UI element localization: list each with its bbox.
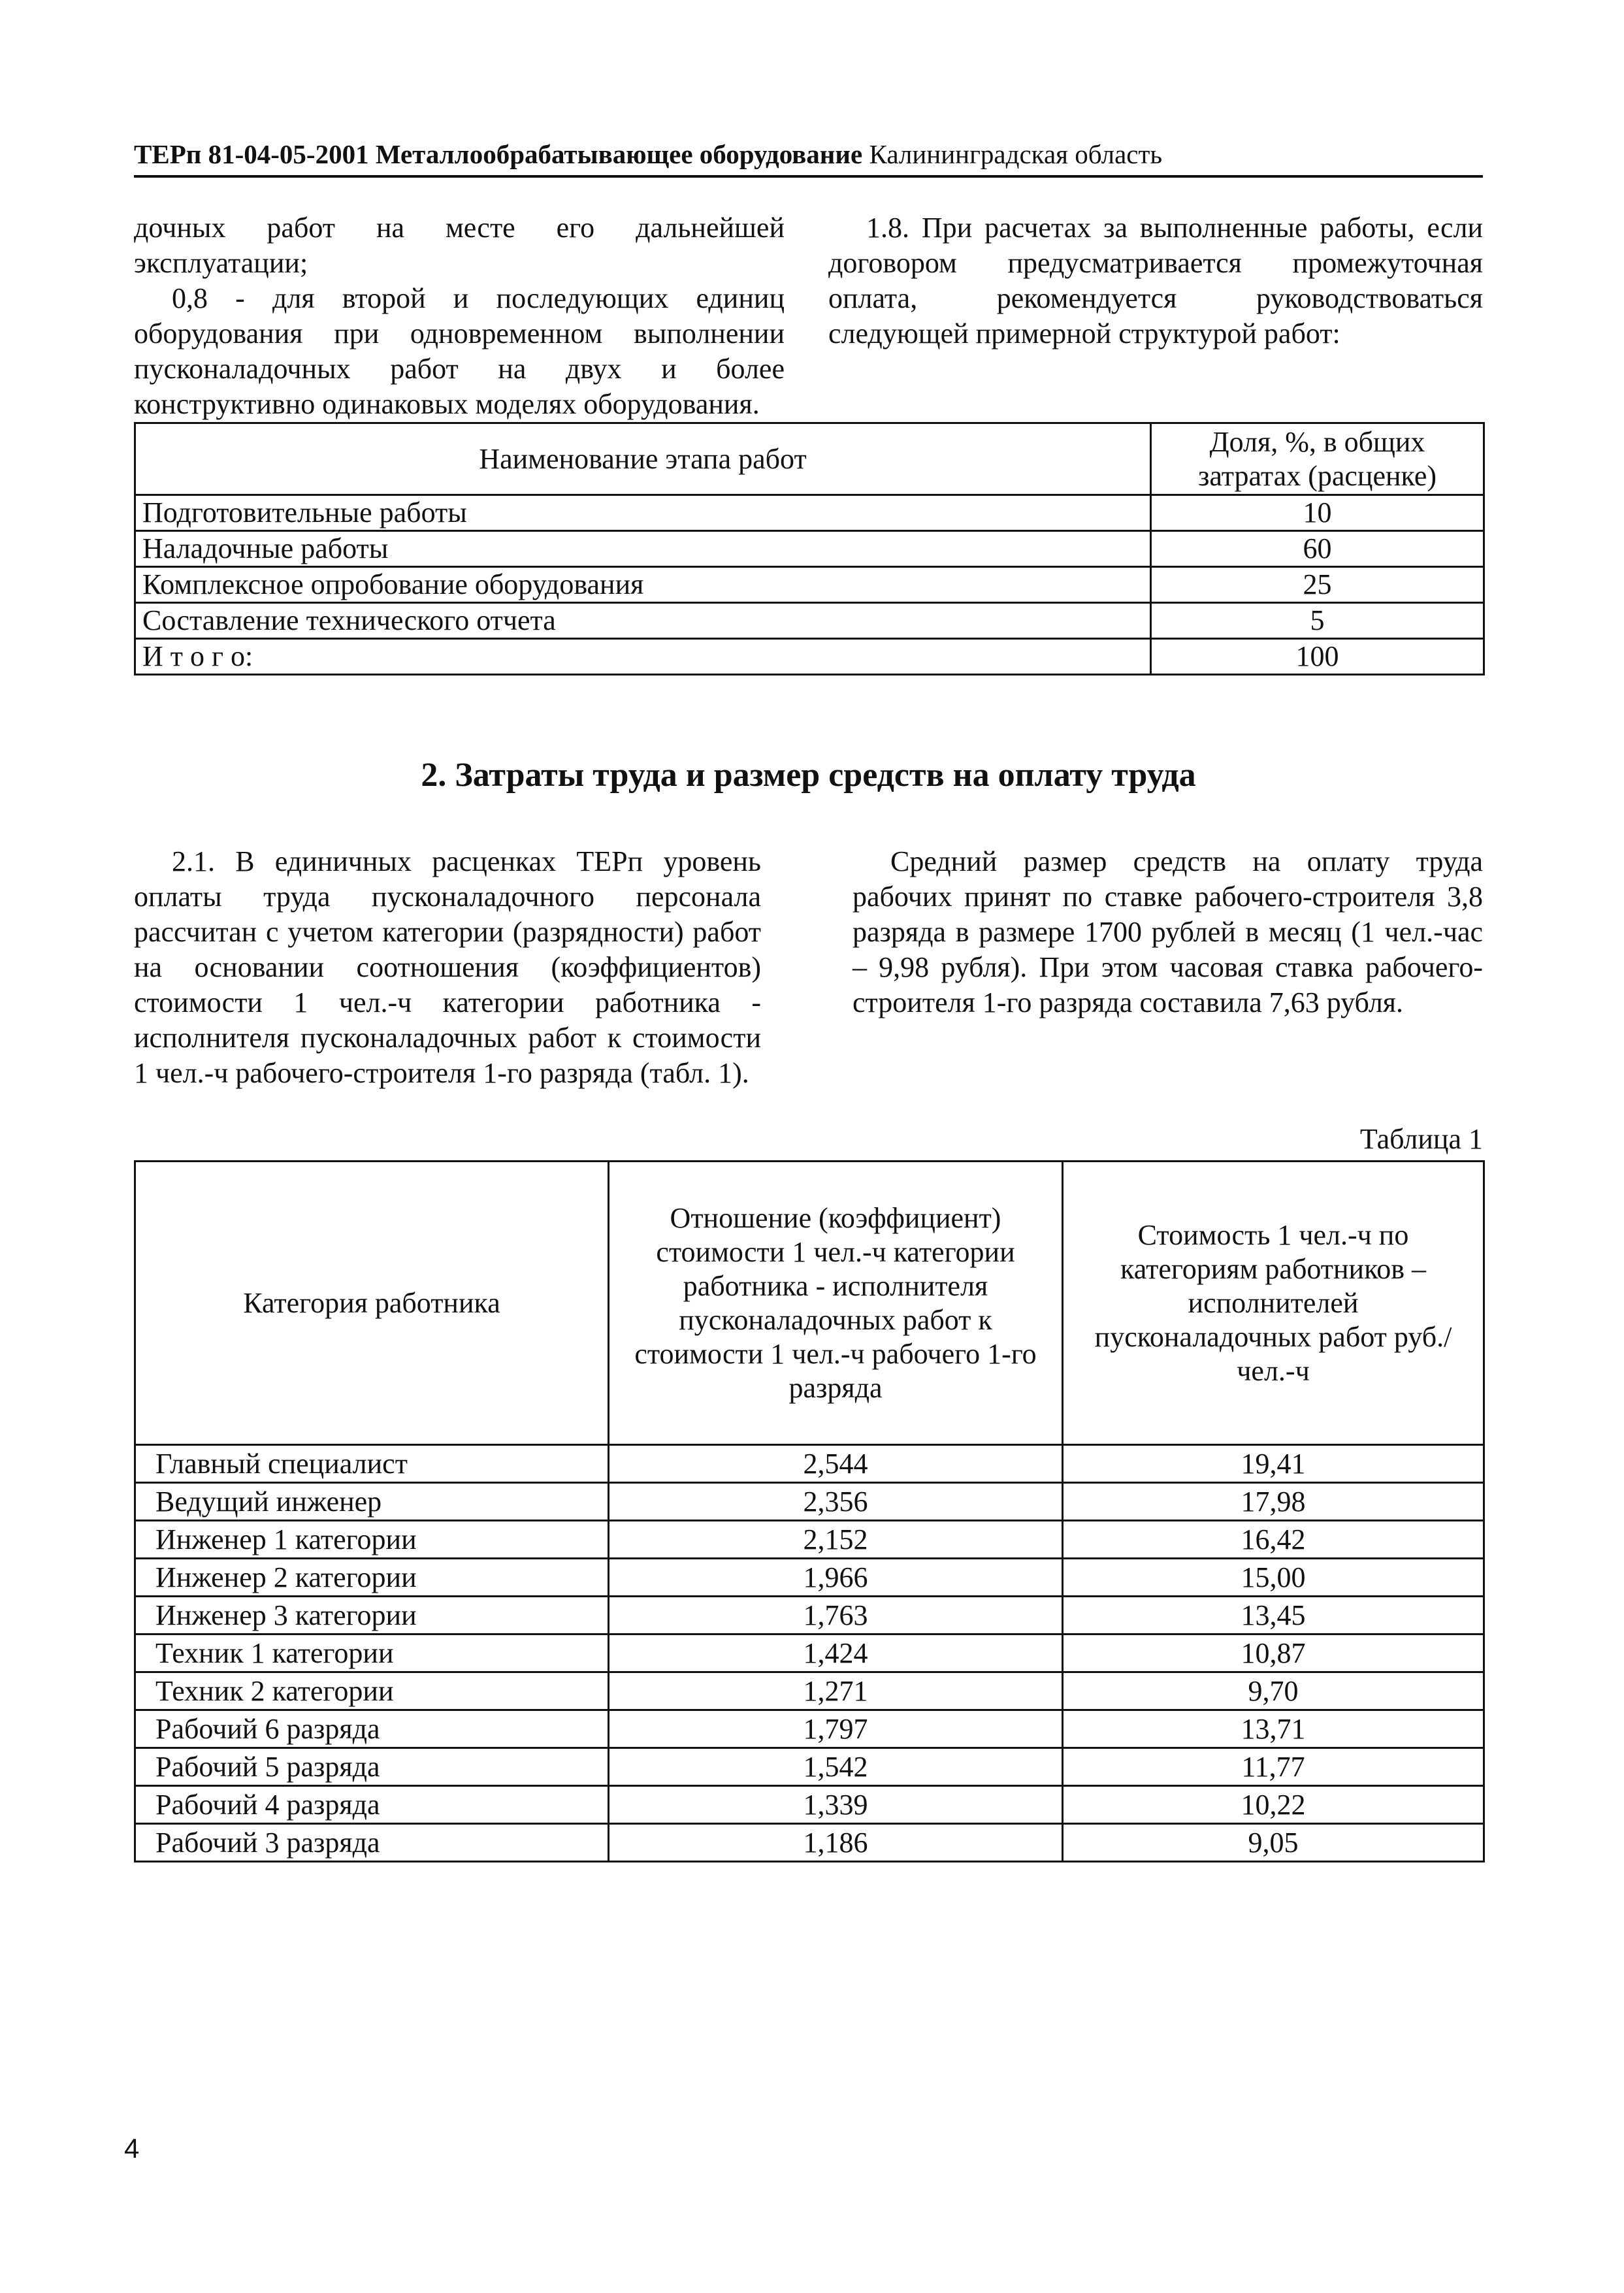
stages-header-share: Доля, %, в общих затратах (расценке) (1151, 423, 1484, 495)
worker-category: Рабочий 5 разряда (135, 1748, 609, 1786)
section-title: 2. Затраты труда и размер средств на оплату труда (421, 756, 1196, 794)
worker-cost: 16,42 (1063, 1521, 1484, 1559)
stage-total-share: 100 (1151, 639, 1484, 675)
worker-cost: 9,70 (1063, 1672, 1484, 1710)
section2-left-column (134, 844, 761, 1091)
worker-ratio: 1,797 (609, 1710, 1063, 1748)
table-row (135, 531, 1484, 567)
header-code: ТЕРп 81-04-05-2001 (134, 139, 369, 169)
worker-cost: 10,87 (1063, 1634, 1484, 1672)
worker-ratio: 1,271 (609, 1672, 1063, 1710)
stage-name: Комплексное опробование оборудования (135, 567, 1151, 603)
worker-category: Ведущий инженер (135, 1483, 609, 1521)
worker-category: Рабочий 4 разряда (135, 1786, 609, 1824)
worker-category: Рабочий 6 разряда (135, 1710, 609, 1748)
table-row (135, 1748, 1484, 1786)
worker-category: Техник 2 категории (135, 1672, 609, 1710)
header-region: Калининградская область (869, 139, 1163, 169)
table1-header-cost: Стоимость 1 чел.-ч по категориям работников – исполнителей пусконаладочных работ руб./чел.-ч (1063, 1162, 1484, 1445)
worker-category: Инженер 3 категории (135, 1597, 609, 1634)
stage-total-label: И т о г о: (135, 639, 1151, 675)
section2-right-paragraph: Средний размер средств на оплату труда рабочих принят по ставке рабочего-строителя 3,8 разряда в размере 1700 рублей в месяц (1 чел.-час – 9,98 рубля). При этом часовая ставка рабочего-строителя 1-го разряда составила 7,63 рубля. (853, 845, 1483, 1018)
worker-ratio: 2,544 (609, 1445, 1063, 1483)
table-row (135, 495, 1484, 531)
section2-left-paragraph: 2.1. В единичных расценках ТЕРп уровень оплаты труда пусконаладочного персонала рассчитан с учетом категории (разрядности) работ на основании соотношения (коэффициентов) стоимости 1 чел.-ч категории работника - исполнителя пусконаладочных работ к стоимости 1 чел.-ч рабочего-строителя 1-го разряда (табл. 1). (134, 845, 761, 1089)
table-row (135, 1559, 1484, 1597)
header-subject: Металлообрабатывающее оборудование (375, 139, 863, 169)
stages-table (134, 422, 1485, 675)
top-left-paragraph-1: дочных работ на месте его дальнейшей эксплуатации; (134, 212, 785, 279)
table-row (135, 567, 1484, 603)
worker-cost: 10,22 (1063, 1786, 1484, 1824)
worker-ratio: 1,763 (609, 1597, 1063, 1634)
stage-share: 5 (1151, 603, 1484, 639)
stage-name: Наладочные работы (135, 531, 1151, 567)
worker-cost: 9,05 (1063, 1824, 1484, 1862)
table1-header-ratio: Отношение (коэффициент) стоимости 1 чел.-ч категории работника - исполнителя пусконаладочных работ к стоимости 1 чел.-ч рабочего 1-го разряда (609, 1162, 1063, 1445)
stage-name: Подготовительные работы (135, 495, 1151, 531)
table-row (135, 603, 1484, 639)
worker-ratio: 2,152 (609, 1521, 1063, 1559)
top-right-paragraph-1: 1.8. При расчетах за выполненные работы, если договором предусматривается промежуточная оплата, рекомендуется руководствоваться следующей примерной структурой работ: (828, 212, 1483, 350)
running-header (134, 136, 1483, 172)
table-row (135, 1445, 1484, 1483)
worker-ratio: 1,966 (609, 1559, 1063, 1597)
top-right-column (828, 210, 1483, 351)
header-rule (134, 175, 1483, 178)
table1-header (135, 1162, 1484, 1445)
table-1 (134, 1160, 1485, 1862)
table-row (135, 639, 1484, 675)
worker-ratio: 2,356 (609, 1483, 1063, 1521)
table-row (135, 1521, 1484, 1559)
worker-cost: 13,71 (1063, 1710, 1484, 1748)
table-row (135, 1634, 1484, 1672)
table-row (135, 1710, 1484, 1748)
worker-category: Рабочий 3 разряда (135, 1824, 609, 1862)
worker-category: Главный специалист (135, 1445, 609, 1483)
table-row (135, 1786, 1484, 1824)
table-row (135, 1824, 1484, 1862)
page-number: 4 (124, 2133, 140, 2164)
stage-name: Составление технического отчета (135, 603, 1151, 639)
worker-cost: 15,00 (1063, 1559, 1484, 1597)
worker-cost: 13,45 (1063, 1597, 1484, 1634)
table1-header-category: Категория работника (135, 1162, 609, 1445)
stage-share: 25 (1151, 567, 1484, 603)
worker-category: Инженер 1 категории (135, 1521, 609, 1559)
section2-right-column (853, 844, 1483, 1020)
worker-ratio: 1,424 (609, 1634, 1063, 1672)
worker-ratio: 1,186 (609, 1824, 1063, 1862)
stage-share: 60 (1151, 531, 1484, 567)
worker-category: Техник 1 категории (135, 1634, 609, 1672)
worker-cost: 11,77 (1063, 1748, 1484, 1786)
table-caption: Таблица 1 (1359, 1123, 1483, 1155)
worker-cost: 19,41 (1063, 1445, 1484, 1483)
worker-category: Инженер 2 категории (135, 1559, 609, 1597)
table-row (135, 1597, 1484, 1634)
table-row (135, 1483, 1484, 1521)
worker-ratio: 1,542 (609, 1748, 1063, 1786)
stage-share: 10 (1151, 495, 1484, 531)
stages-header-name: Наименование этапа работ (135, 423, 1151, 495)
worker-ratio: 1,339 (609, 1786, 1063, 1824)
top-left-paragraph-2: 0,8 - для второй и последующих единиц оборудования при одновременном выполнении пусконаладочных работ на двух и более конструктивно одинаковых моделях оборудования. (134, 282, 785, 420)
table-row (135, 1672, 1484, 1710)
worker-cost: 17,98 (1063, 1483, 1484, 1521)
top-left-column (134, 210, 785, 422)
stages-table-header (135, 423, 1484, 495)
